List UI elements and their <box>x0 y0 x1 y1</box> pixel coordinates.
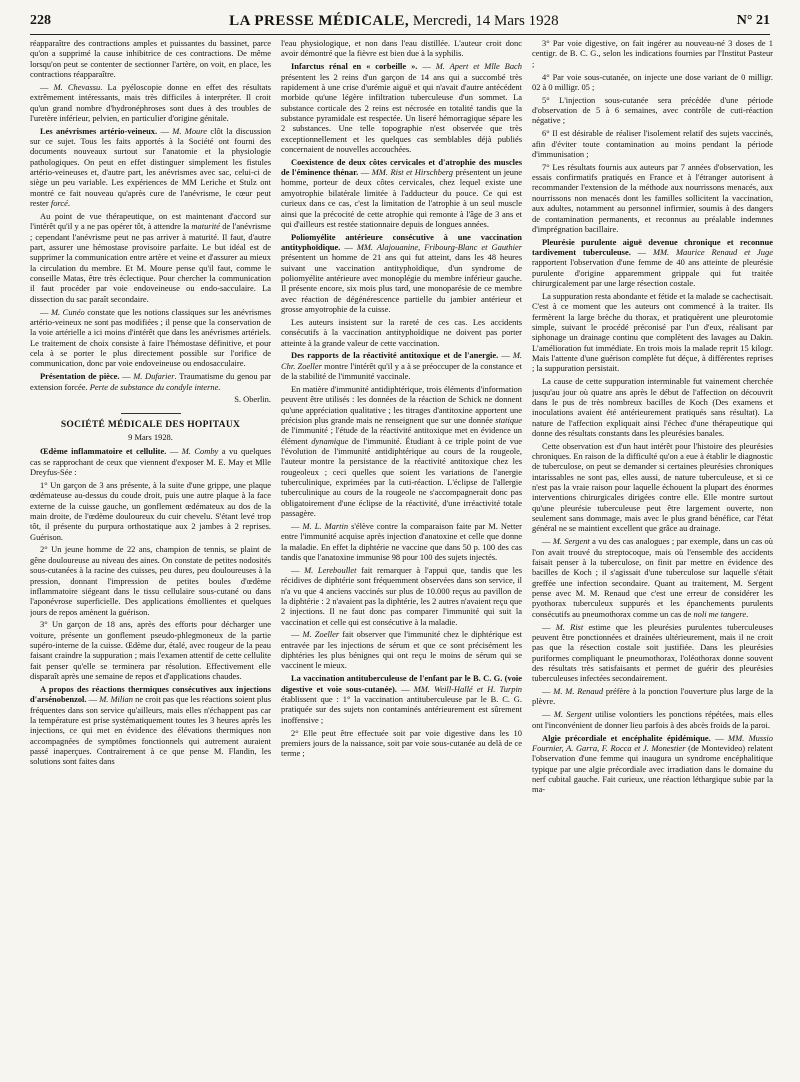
paragraph: l'eau physiologique, et non dans l'eau distillée. L'auteur croit donc avoir démontré que la fièvre est bien due à la syphilis. <box>281 38 522 59</box>
paragraph: Présentation de pièce. — M. Dufarier. Traumatisme du genou par extension forcée. Perte de substance du condyle interne. <box>30 371 271 392</box>
paragraph: Les anévrismes artério-veineux. — M. Moure clôt la discussion sur ce sujet. Tous les faits apportés à la Société ont fourni des documents nouveaux surtout sur l'anatomie et la physiologie pathologiques. On peut en effet distinguer simplement les fistules artério-veineuses et, d'autre part, les anévrismes avec sac, celui-ci de siège un peu variable. Les expériences de MM Leriche et Stulz ont montré ce fait nouveau qu'après cure de l'anévrisme, le cœur peut rester forcé. <box>30 125 271 209</box>
paragraph: 2° Elle peut être effectuée soit par voie digestive dans les 10 premiers jours de la naissance, soit par voie sous-cutanée au delà de ce terme ; <box>281 727 522 759</box>
journal-title <box>229 13 559 30</box>
paragraph: Pleurésie purulente aiguë devenue chronique et reconnue tardivement tuberculeuse. — MM. Maurice Renaud et Juge rapportent l'observation d'une femme de 40 ans atteinte de pleurésie purulente d'origine apparemment grippale qui fut traitée chirurgicalement par une large résection costale. <box>532 236 773 289</box>
paragraph: — M. Sergent utilise volontiers les ponctions répétées, mais elles ont l'inconvénient de donner lieu parfois à des abcès froids de la paroi. <box>532 709 773 730</box>
paragraph: La suppuration resta abondante et fétide et la malade se cachectisait. C'est à ce moment que les auteurs ont commencé à la traiter. Ils fermèrent la large brèche du thorax, et pratiquèrent une pleurotomie simple, suivant le procédé préconisé par l'un d'eux, réalisant par siphonage un drainage continu que complètent des lavages au Dakin. L'amélioration fut immédiate. En trois mois la malade reprit 15 kilogr. Mais l'attente d'une guérison complète fut déçue, à différentes reprises ; la suppuration persistait. <box>532 290 773 374</box>
journal-name: LA PRESSE MÉDICALE, <box>229 12 410 29</box>
column-left <box>30 38 271 1074</box>
paragraph: Des rapports de la réactivité antitoxique et de l'anergie. — M. Chr. Zoeller montre l'intérêt qu'il y a à se préoccuper de la constance et de la stabilité de l'immunité vaccinale. <box>281 350 522 382</box>
paragraph: Poliomyélite antérieure consécutive à une vaccination antityphoïdique. — MM. Alajouanine, Fribourg-Blanc et Gauthier présentent un homme de 21 ans qui fut atteint, dans les 48 heures suivant une vaccination antityphoïdique, d'un syndrome de poliomyélite antérieure avec monoplégie du membre inférieur gauche. Il présente encore, six mois plus tard, une monoparésie de ce membre avec réaction de dégénérescence partielle du jambier antérieur et grosse amyotrophie de la cuisse. <box>281 231 522 315</box>
paragraph: 3° Un garçon de 18 ans, après des efforts pour décharger une voiture, présente un gonflement pseudo-phlegmoneux de la partie supéro-interne de la cuisse. Œdème dur, étalé, avec rougeur de la peau faisant craindre la suppuration ; mais l'examen attentif de cette cellulite fait penser qu'elle se terminera par résolution. Effectivement elle disparaît après une semaine de repos et d'applications chaudes. <box>30 619 271 682</box>
column-middle <box>281 38 522 1074</box>
paragraph: 5° L'injection sous-cutanée sera précédée d'une période d'observation de 5 à 6 semaines, avec contrôle de cuti-réaction négative ; <box>532 94 773 126</box>
paragraph: 1° Un garçon de 3 ans présente, à la suite d'une grippe, une plaque œdémateuse au-dessus du coude droit, puis une autre plaque à la face externe de la cuisse gauche, un gonflement œdémateux au dos de la main droite, de l'œdème douloureux du cuir chevelu. S'étant levé trop tôt, il présente du purpura orthostatique aux 2 jambes à 2 reprises. Guérison. <box>30 479 271 542</box>
paragraph: — M. Cunéo constate que les notions classiques sur les anévrismes artério-veineux ne sont pas modifiées ; il pense que la conservation de la voie artérielle a ici moins d'intérêt que dans les anévrismes artériels. Le traitement de choix consiste à faire l'hémostase définitive, et pour cela à se porter le plus directement possible sur l'orifice de communication, donc par voie endoveineuse ou endosacculaire. <box>30 306 271 369</box>
paragraph: 7° Les résultats fournis aux auteurs par 7 années d'observation, les essais confirmatifs pratiqués en France et à l'étranger autorisent à recommander l'extension de la méthode aux nourrissons menacés, aux nourrissons non menacés dont les familles sollicitent la vaccination, aux adultes, notamment au personnel infirmier, soumis à des dangers de contamination permanents, et reconnus au préalable indemnes d'imprégnation bacillaire. <box>532 161 773 234</box>
page-header <box>30 8 770 35</box>
paragraph: — M. Zoeller fait observer que l'immunité chez le diphtérique est entravée par les injections de sérum et que ce sont précisément les diphtéries les plus bénignes qui ont reçu le moins de sérum qui se vaccinent le mieux. <box>281 629 522 671</box>
column-right <box>532 38 773 1074</box>
issue-date: Mercredi, 14 Mars 1928 <box>412 12 559 29</box>
paragraph: Coexistence de deux côtes cervicales et d'atrophie des muscles de l'éminence thénar. — MM. Rist et Hirschberg présentent un jeune homme, porteur de deux côtes cervicales, chez lequel existe une amyotrophie bilatérale limitée à l'adducteur du pouce. Ce qui est curieux dans ce cas, c'est la limitation de l'atrophie à un seul muscle ainsi que la précocité de cette atrophie qui remonte à l'âge de 3 ans et qui d'ailleurs est restée stationnaire depuis de longues années. <box>281 156 522 229</box>
paragraph: Infarctus rénal en « corbeille ». — M. Apert et Mlle Bach présentent les 2 reins d'un garçon de 14 ans qui a succombé très rapidement à une crise d'urémie aiguë et qui n'avait d'autre antécédent morbide qu'une légère infiltration tuberculeuse d'un sommet. La substance corticale des 2 reins est nécrosée en totalité tandis que la substance pyramidale est respectée. Un liseré hémorragique sépare les 2 substances. Une telle topographie n'est observée que très exceptionnellement et les quelques cas semblables déjà publiés concernaient de nouvelles accouchées. <box>281 61 522 154</box>
divider <box>121 413 181 414</box>
paragraph: A propos des réactions thermiques consécutives aux injections d'arsénobenzol. — M. Milian ne croit pas que les réactions soient plus fréquentes dans son service qu'ailleurs, mais elles n'échappent pas car la température est prise systématiquement toutes les 3 heures après les injections, ce qui met en évidence des élévations thermiques non accompagnées de symptômes fonctionnels qui autrement auraient passé inaperçues. Contrairement à ce que pense M. Flandin, les solutions sont faites dans <box>30 683 271 767</box>
paragraph: Algie précordiale et encéphalite épidémique. — MM. Mussio Fournier, A. Garra, F. Rocca et J. Monestier (de Montevideo) relatent l'observation d'une femme qui inaugura un syndrome encéphalitique typique par une algie précordiale avec irradiation dans le domaine du nerf cubital gauche. Fait curieux, une réaction léthargique subie par la ma- <box>532 732 773 795</box>
paragraph: Au point de vue thérapeutique, on est maintenant d'accord sur l'intérêt qu'il y a ne pas opérer tôt, à attendre la maturité de l'anévrisme ; cependant l'anévrisme peut ne pas arriver à maturité. Il faut, d'autre part, assurer une hémostase provisoire parfaite. Le but idéal est de supprimer la communication entre artère et veine et d'assurer au mieux la circulation du membre. Et M. Moure pense qu'il faut, comme le conseille Matas, être très éclectique. Pour chercher la communication il faut procéder par voie endoveineuse ou endo-sacculaire. La dissection du sac paraît secondaire. <box>30 211 271 304</box>
paragraph: — M. Sergent a vu des cas analogues ; par exemple, dans un cas où l'on avait trouvé du streptocoque, mais où l'ensemble des accidents faisait penser à la tuberculose, on finit par mettre en évidence des bacilles de Koch ; il s'agissait d'une tuberculose sur laquelle s'était greffée une infection secondaire. Quant au traitement, M. Sergent pense avec M. M. Renaud que c'est une erreur de considérer les pyothorax tuberculeux suppurés et les épanchements purulents consécutifs au pneumothorax comme un cas de noli me tangere. <box>532 536 773 619</box>
issue-number: N° 21 <box>736 13 770 28</box>
paragraph: — M. Lereboullet fait remarquer à l'appui que, tandis que les récidives de diphtérie sont fréquemment observées dans son service, il n'a vu que 4 anciens vaccinés sur plus de 10.000 reçus au pavillon de la diphtérie : 2 n'avaient pas la diphtérie, les 2 autres n'avaient reçu que 2 injections. Il ne faut donc pas comparer l'immunité qui suit la vaccination et celle qui est consécutive à la maladie. <box>281 564 522 627</box>
paragraph: Œdème inflammatoire et cellulite. — M. Comby a vu quelques cas se rapprochant de ceux que viennent d'exposer M. E. May et Mlle Dreyfus-Sée : <box>30 446 271 478</box>
paragraph: — M. Chevassu. La pyéloscopie donne en effet des résultats extrêmement intéressants, mais très difficiles à interpréter. Il croit qu'un grand nombre d'hydronéphroses sont dues à des troubles de l'uretère inférieur, pelvien, en particulier d'origine génitale. <box>30 81 271 123</box>
paragraph: réapparaître des contractions amples et puissantes du bassinet, parce qu'on a supprimé la cause inhibitrice de ces contractions. De même lorsqu'on peut se contenter de sectionner l'artère, on voit, en place, les contractions réapparaître. <box>30 38 271 80</box>
paragraph: 2° Un jeune homme de 22 ans, champion de tennis, se plaint de gêne douloureuse au niveau des aines. On constate de petites nodosités sous-cutanées à la racine des cuisses, peu dures, peu douloureuses à la pression, donnant l'impression de petites boules d'œdème inflammatoire siégeant dans le tissu cellulaire sous-cutané ou dans l'aponévrose superficielle. Des applications émollientes et quelques jours de repos amènent la guérison. <box>30 544 271 617</box>
paragraph: — M. L. Martin s'élève contre la comparaison faite par M. Netter entre l'immunité acquise après injection d'anatoxine et celle que donne la maladie. En effet la diphtérie ne vaccine que dans 50 p. 100 des cas tandis que l'anatoxine immunise 98 pour 100 des sujets injectés. <box>281 520 522 562</box>
author-signature: S. Oberlin. <box>234 394 271 405</box>
page-number: 228 <box>30 13 51 28</box>
paragraph: 4° Par voie sous-cutanée, on injecte une dose variant de 0 milligr. 02 à 0 milligr. 05 ; <box>532 71 773 92</box>
paragraph: Cette observation est d'un haut intérêt pour l'histoire des pleurésies chroniques. En raison de la difficulté qu'on a eue à établir le diagnostic de tuberculose, on peut se demander si certaines pleurésies chroniques intarissables ne sont pas, elles aussi, de nature tuberculeuse, et si ce n'est pas la vraie raison pour laquelle échouent la plupart des énormes interventions chirurgicales dirigées contre elle. Elle montre surtout qu'une pleurésie tuberculeuse peut être largement ouverte, non seulement sans dommage, mais avec le plus grand bénéfice, car l'état général ne se maintient excellent que grâce au drainage. <box>532 440 773 534</box>
paragraph: Les auteurs insistent sur la rareté de ces cas. Les accidents consécutifs à la vaccination antityphoïdique ne doivent pas porter atteinte à la grande valeur de cette vaccination. <box>281 316 522 348</box>
society-heading: SOCIÉTÉ MÉDICALE DES HOPITAUX <box>60 419 241 430</box>
paragraph: — M. Rist estime que les pleurésies purulentes tuberculeuses peuvent être ponctionnées et drainées ultérieurement, mais il ne croit pas que la résection costale soit justifiée. Dans les pleurésies puriformes compliquant le pneumothorax, l'oléothorax donne souvent des résultats très satisfaisants et permet de guérir des pleurésies tuberculeuses infectées secondairement. <box>532 621 773 684</box>
paragraph: La vaccination antituberculeuse de l'enfant par le B. C. G. (voie digestive et voie sous-cutanée). — MM. Weill-Hallé et H. Turpin établissent que : 1° la vaccination antituberculeuse par le B. C. G. pratiquée sur des sujets non contaminés antérieurement est sûrement inoffensive ; <box>281 673 522 725</box>
paragraph: En matière d'immunité antidiphtérique, trois éléments d'information peuvent être utilisés : les données de la réaction de Schick ne donnent qu'une appréciation qualitative ; les titrages d'antitoxine apportent une précision plus grande mais ne renseignent que sur une donnée statique de l'immunité ; l'étude de la réactivité antitoxique met en évidence un élément dynamique de l'immunité. Étudiant à ce triple point de vue l'évolution de l'immunité antidiphtérique au cours de la rougeole, l'auteur montre la persistance de la réactivité antitoxique chez les rougeoleux ; ceci quelles que soient les variations de l'anergie tuberculinique, exprimées par la cuti-réaction. L'éclipse de l'allergie tuberculinique au cours de la rougeole ne s'accompagnerait donc pas obligatoirement d'une éclipse de la réactivité, d'une irréactivité totale passagère. <box>281 384 522 519</box>
paragraph: — M. M. Renaud préfère à la ponction l'ouverture plus large de la plèvre. <box>532 686 773 707</box>
paragraph: La cause de cette suppuration interminable fut vainement cherchée jusqu'au jour où quatre ans après le début de l'affection on découvrit dans le pus de très nombreux bacilles de Koch (Des examens et inoculations avaient été antérieurement pratiqués sans résultat). La nature de l'affection expliquait ainsi l'échec d'une thérapeutique qui donne des résultats constants dans les pleurésies banales. <box>532 376 773 438</box>
session-date: 9 Mars 1928. <box>128 432 173 443</box>
paragraph: 3° Par voie digestive, on fait ingérer au nouveau-né 3 doses de 1 centigr. de B. C. G., selon les indications fournies par l'Institut Pasteur ; <box>532 38 773 69</box>
paragraph: 6° Il est désirable de réaliser l'isolement relatif des sujets vaccinés, afin d'éviter toute contamination au moins pendant la période d'immunisation ; <box>532 128 773 159</box>
